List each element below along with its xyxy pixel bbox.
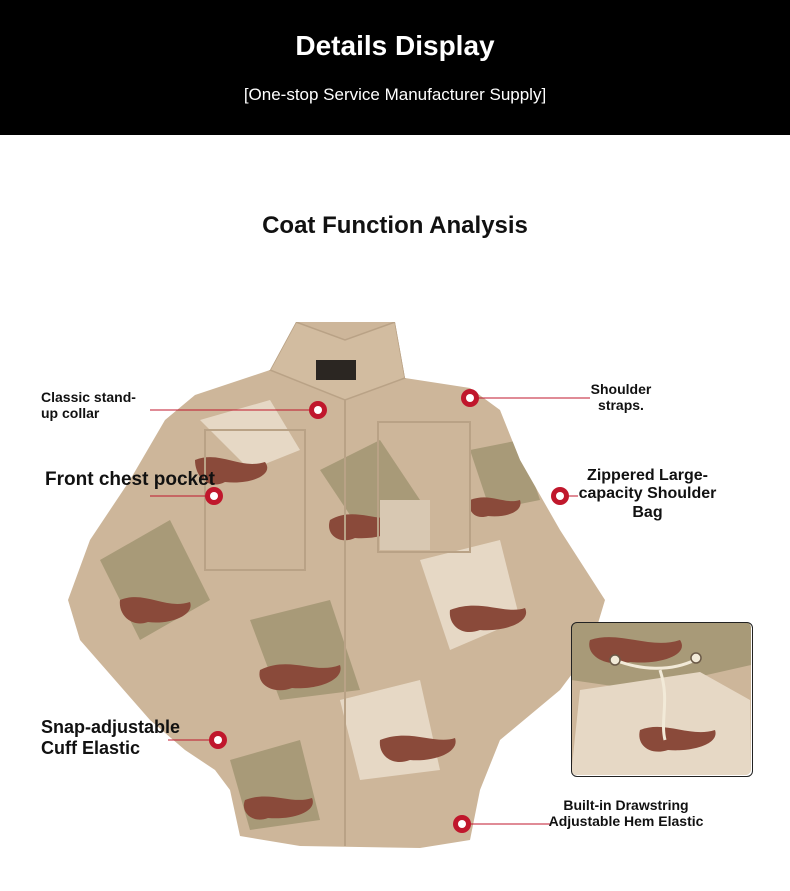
label-sleeve-bag: Zippered Large-capacity Shoulder Bag (578, 467, 717, 521)
marker-shoulder (461, 389, 479, 407)
label-shoulder: Shoulder straps. (590, 381, 652, 414)
label-chest-pocket: Front chest pocket (45, 469, 215, 490)
page-subtitle: [One-stop Service Manufacturer Supply] (243, 85, 547, 104)
section-title: Coat Function Analysis (262, 212, 528, 239)
label-cuff: Snap-adjustable Cuff Elastic (41, 717, 181, 758)
inset-frame (571, 622, 753, 777)
marker-collar (309, 401, 327, 419)
marker-hem (453, 815, 471, 833)
label-hem: Built-in Drawstring Adjustable Hem Elastic (548, 797, 704, 830)
label-collar: Classic stand-up collar (41, 389, 136, 422)
page-title: Details Display (295, 30, 495, 61)
marker-cuff (209, 731, 227, 749)
marker-sleeve-bag (551, 487, 569, 505)
